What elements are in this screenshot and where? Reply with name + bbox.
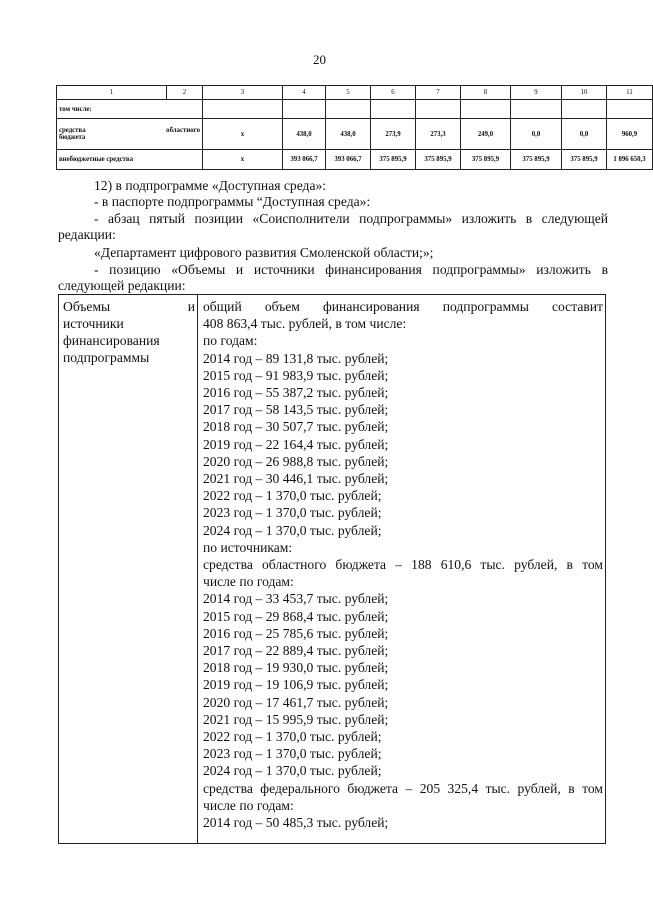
row-label-part: средства	[59, 127, 86, 134]
table-cell	[371, 100, 416, 119]
table-cell: 960,9	[607, 119, 653, 150]
table-cell: 438,0	[326, 119, 371, 150]
table-row	[57, 119, 653, 150]
header-cell: 9	[511, 86, 562, 100]
years-list-federal	[203, 814, 603, 831]
year-amount-line: 2022 год – 1 370,0 тыс. рублей;	[203, 729, 382, 745]
header-cell: 8	[461, 86, 511, 100]
table-cell: 273,9	[371, 119, 416, 150]
year-amount-line: 2018 год – 19 930,0 тыс. рублей;	[203, 660, 389, 676]
year-amount-line: 2019 год – 22 164,4 тыс. рублей;	[203, 436, 389, 452]
header-cell: 6	[371, 86, 416, 100]
year-amount-line: 2017 год – 22 889,4 тыс. рублей;	[203, 643, 389, 659]
row-label-part: областного	[166, 127, 200, 134]
table-cell: 393 066,7	[283, 150, 326, 170]
years-list-total	[203, 350, 603, 539]
paragraph-coexecutors: - абзац пятый позиции «Соисполнители подпрограммы» изложить в следующей	[94, 211, 608, 226]
year-amount-line: 2015 год – 29 868,4 тыс. рублей;	[203, 608, 389, 624]
row-label: внебюджетные средства	[57, 150, 203, 170]
year-amount-line: 2018 год – 30 507,7 тыс. рублей;	[203, 419, 389, 435]
budget-table	[56, 85, 653, 170]
federal-budget-cont: числе по годам:	[203, 797, 294, 813]
table-cell: 0,0	[562, 119, 607, 150]
label-word: финансирования	[63, 333, 160, 348]
paragraph-department: «Департамент цифрового развития Смоленской области;»;	[94, 245, 434, 260]
table-row	[57, 100, 653, 119]
year-amount-line: 2021 год – 15 995,9 тыс. рублей;	[203, 711, 389, 727]
year-amount-line: 2017 год – 58 143,5 тыс. рублей;	[203, 402, 389, 418]
years-list-regional	[203, 590, 603, 779]
year-amount-line: 2024 год – 1 370,0 тыс. рублей;	[203, 522, 382, 538]
year-amount-line: 2023 год – 1 370,0 тыс. рублей;	[203, 505, 382, 521]
year-amount-line: 2020 год – 17 461,7 тыс. рублей;	[203, 694, 389, 710]
header-cell: 7	[416, 86, 461, 100]
row-label: том числе:	[57, 100, 203, 119]
by-years-heading: по годам:	[203, 333, 258, 349]
row-label-part: бюджета	[59, 134, 86, 141]
table-cell	[326, 100, 371, 119]
paragraph-subprogram: 12) в подпрограмме «Доступная среда»:	[94, 178, 327, 193]
regional-budget-cont: числе по годам:	[203, 574, 294, 590]
table-row	[57, 150, 653, 170]
table-cell: 393 066,7	[326, 150, 371, 170]
table-cell: 375 895,9	[416, 150, 461, 170]
header-cell: 1	[57, 86, 167, 100]
year-amount-line: 2014 год – 50 485,3 тыс. рублей;	[203, 815, 389, 831]
header-cell: 4	[283, 86, 326, 100]
paragraph-volumes: - позицию «Объемы и источники финансирования подпрограммы» изложить в	[94, 262, 608, 277]
paragraph-volumes-cont: следующей редакции:	[58, 278, 186, 293]
table-cell: 375 895,9	[461, 150, 511, 170]
table-cell	[562, 100, 607, 119]
table-cell	[203, 100, 283, 119]
financing-content-cell	[203, 298, 603, 831]
year-amount-line: 2024 год – 1 370,0 тыс. рублей;	[203, 763, 382, 779]
year-amount-line: 2016 год – 25 785,6 тыс. рублей;	[203, 625, 389, 641]
paragraph-passport: - в паспорте подпрограммы “Доступная среда»:	[94, 194, 371, 209]
table-header-row	[57, 86, 653, 100]
row-label	[57, 119, 203, 150]
year-amount-line: 2015 год – 91 983,9 тыс. рублей;	[203, 367, 389, 383]
table-cell: 375 895,9	[511, 150, 562, 170]
table-cell	[416, 100, 461, 119]
table-cell: х	[203, 150, 283, 170]
table-cell: 249,0	[461, 119, 511, 150]
table-cell: 438,0	[283, 119, 326, 150]
table-cell: 375 895,9	[371, 150, 416, 170]
label-word: источники	[63, 316, 124, 331]
label-word: и	[187, 299, 195, 314]
year-amount-line: 2023 год – 1 370,0 тыс. рублей;	[203, 746, 382, 762]
financing-label-cell	[63, 298, 195, 366]
year-amount-line: 2016 год – 55 387,2 тыс. рублей;	[203, 385, 389, 401]
year-amount-line: 2014 год – 89 131,8 тыс. рублей;	[203, 350, 389, 366]
total-financing-amount: 408 863,4 тыс. рублей, в том числе:	[203, 316, 407, 332]
year-amount-line: 2021 год – 30 446,1 тыс. рублей;	[203, 471, 389, 487]
year-amount-line: 2020 год – 26 988,8 тыс. рублей;	[203, 453, 389, 469]
year-amount-line: 2022 год – 1 370,0 тыс. рублей;	[203, 488, 382, 504]
header-cell: 10	[562, 86, 607, 100]
paragraph-coexecutors-cont: редакции:	[58, 227, 116, 242]
year-amount-line: 2014 год – 33 453,7 тыс. рублей;	[203, 591, 389, 607]
header-cell: 2	[167, 86, 203, 100]
table-cell: х	[203, 119, 283, 150]
table-cell	[511, 100, 562, 119]
page-number: 20	[313, 52, 326, 67]
total-financing-line: общий объем финансирования подпрограммы составит	[203, 299, 603, 314]
header-cell: 11	[607, 86, 653, 100]
label-word: подпрограммы	[63, 350, 150, 365]
year-amount-line: 2019 год – 19 106,9 тыс. рублей;	[203, 677, 389, 693]
header-cell: 5	[326, 86, 371, 100]
financing-table	[58, 294, 606, 844]
regional-budget-line: средства областного бюджета – 188 610,6 тыс. рублей, в том	[203, 557, 603, 573]
header-cell: 3	[203, 86, 283, 100]
column-divider	[197, 295, 198, 843]
table-cell: 0,0	[511, 119, 562, 150]
table-cell: 273,3	[416, 119, 461, 150]
table-cell	[461, 100, 511, 119]
label-word: Объемы	[63, 299, 111, 314]
federal-budget-line: средства федерального бюджета – 205 325,4 тыс. рублей, в том	[203, 780, 603, 796]
table-cell: 375 895,9	[562, 150, 607, 170]
table-cell	[283, 100, 326, 119]
by-sources-heading: по источникам:	[203, 539, 293, 555]
table-cell	[607, 100, 653, 119]
table-cell: 1 896 650,3	[607, 150, 653, 170]
